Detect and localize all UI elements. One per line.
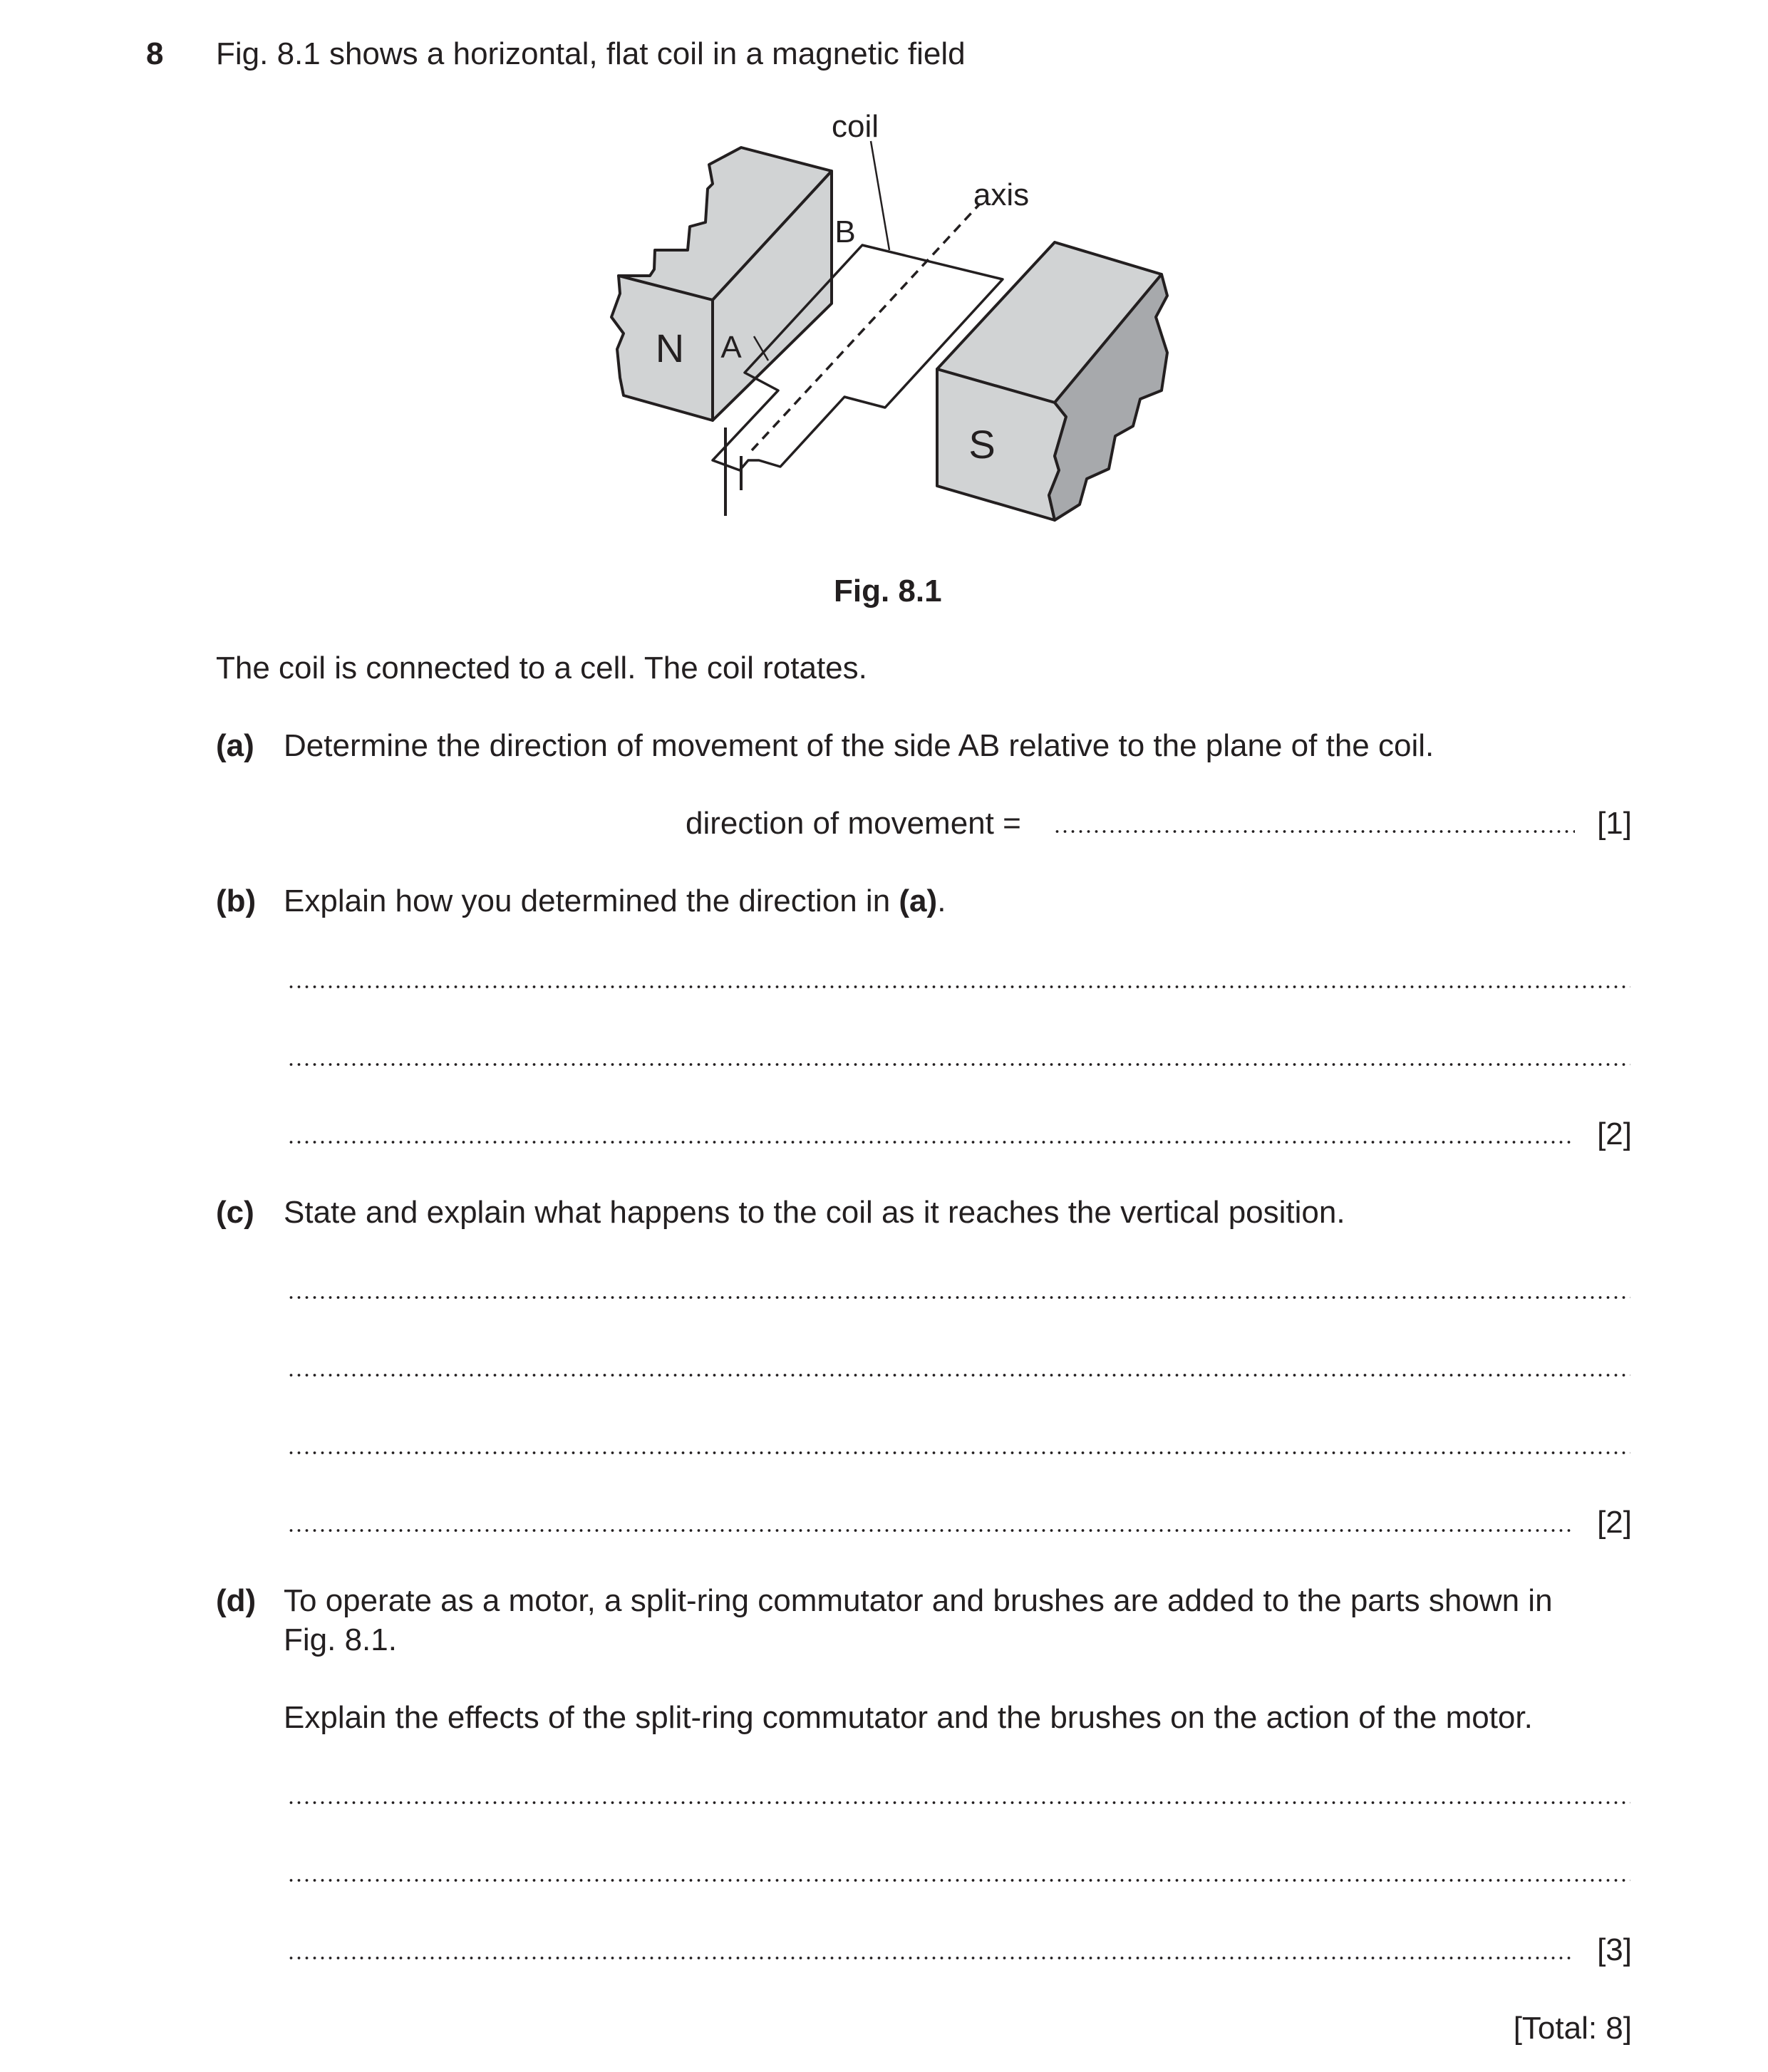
- part-b-label: (b): [216, 884, 257, 918]
- part-b-answer-line-3[interactable]: [287, 1140, 1575, 1144]
- part-d-answer-line-2[interactable]: [287, 1878, 1630, 1882]
- coil-leader: [871, 141, 889, 250]
- part-a-answer-line[interactable]: [1053, 829, 1575, 834]
- part-d-text-line-2: Fig. 8.1.: [284, 1622, 397, 1657]
- part-b-text-end: .: [937, 884, 946, 918]
- part-c-answer-line-2[interactable]: [287, 1373, 1630, 1377]
- part-c-marks: [2]: [1597, 1505, 1632, 1540]
- b-label: B: [834, 214, 856, 249]
- figure-caption: Fig. 8.1: [834, 574, 942, 608]
- part-c-answer-line-1[interactable]: [287, 1295, 1630, 1300]
- part-c-text: State and explain what happens to the coil as it reaches the vertical position.: [284, 1195, 1345, 1230]
- s-pole-label: S: [968, 422, 996, 467]
- part-a-text: Determine the direction of movement of the side AB relative to the plane of the coil.: [284, 728, 1434, 763]
- part-a-marks: [1]: [1597, 806, 1632, 841]
- coil-label: coil: [831, 109, 879, 144]
- n-pole-label: N: [655, 326, 685, 371]
- part-b-marks: [2]: [1597, 1117, 1632, 1151]
- part-a-label: (a): [216, 728, 254, 763]
- part-b-answer-line-1[interactable]: [287, 985, 1630, 989]
- part-d-marks: [3]: [1597, 1932, 1632, 1967]
- axis-label: axis: [973, 177, 1030, 212]
- question-intro: Fig. 8.1 shows a horizontal, flat coil in a magnetic field: [216, 36, 966, 71]
- part-b-text-main: Explain how you determined the direction in: [284, 884, 899, 918]
- part-d-label: (d): [216, 1583, 257, 1618]
- question-number: 8: [146, 36, 164, 71]
- coil-magnet-diagram: [0, 0, 1768, 570]
- part-d-text-line-1: To operate as a motor, a split-ring commutator and brushes are added to the parts shown in: [284, 1583, 1553, 1618]
- context-text: The coil is connected to a cell. The coil rotates.: [216, 651, 867, 685]
- part-c-answer-line-3[interactable]: [287, 1451, 1630, 1455]
- part-d-answer-line-3[interactable]: [287, 1956, 1575, 1960]
- part-b-answer-line-2[interactable]: [287, 1062, 1630, 1067]
- a-label: A: [720, 330, 742, 365]
- part-d-answer-line-1[interactable]: [287, 1801, 1630, 1805]
- part-c-label: (c): [216, 1195, 254, 1230]
- part-b-text-ref: (a): [899, 884, 938, 918]
- part-c-answer-line-4[interactable]: [287, 1528, 1575, 1533]
- part-a-answer-label: direction of movement =: [686, 806, 1021, 841]
- total-marks: [Total: 8]: [1513, 2011, 1632, 2046]
- part-d-instruction: Explain the effects of the split-ring commutator and the brushes on the action of the motor.: [284, 1700, 1533, 1735]
- part-b-text: [284, 886, 946, 917]
